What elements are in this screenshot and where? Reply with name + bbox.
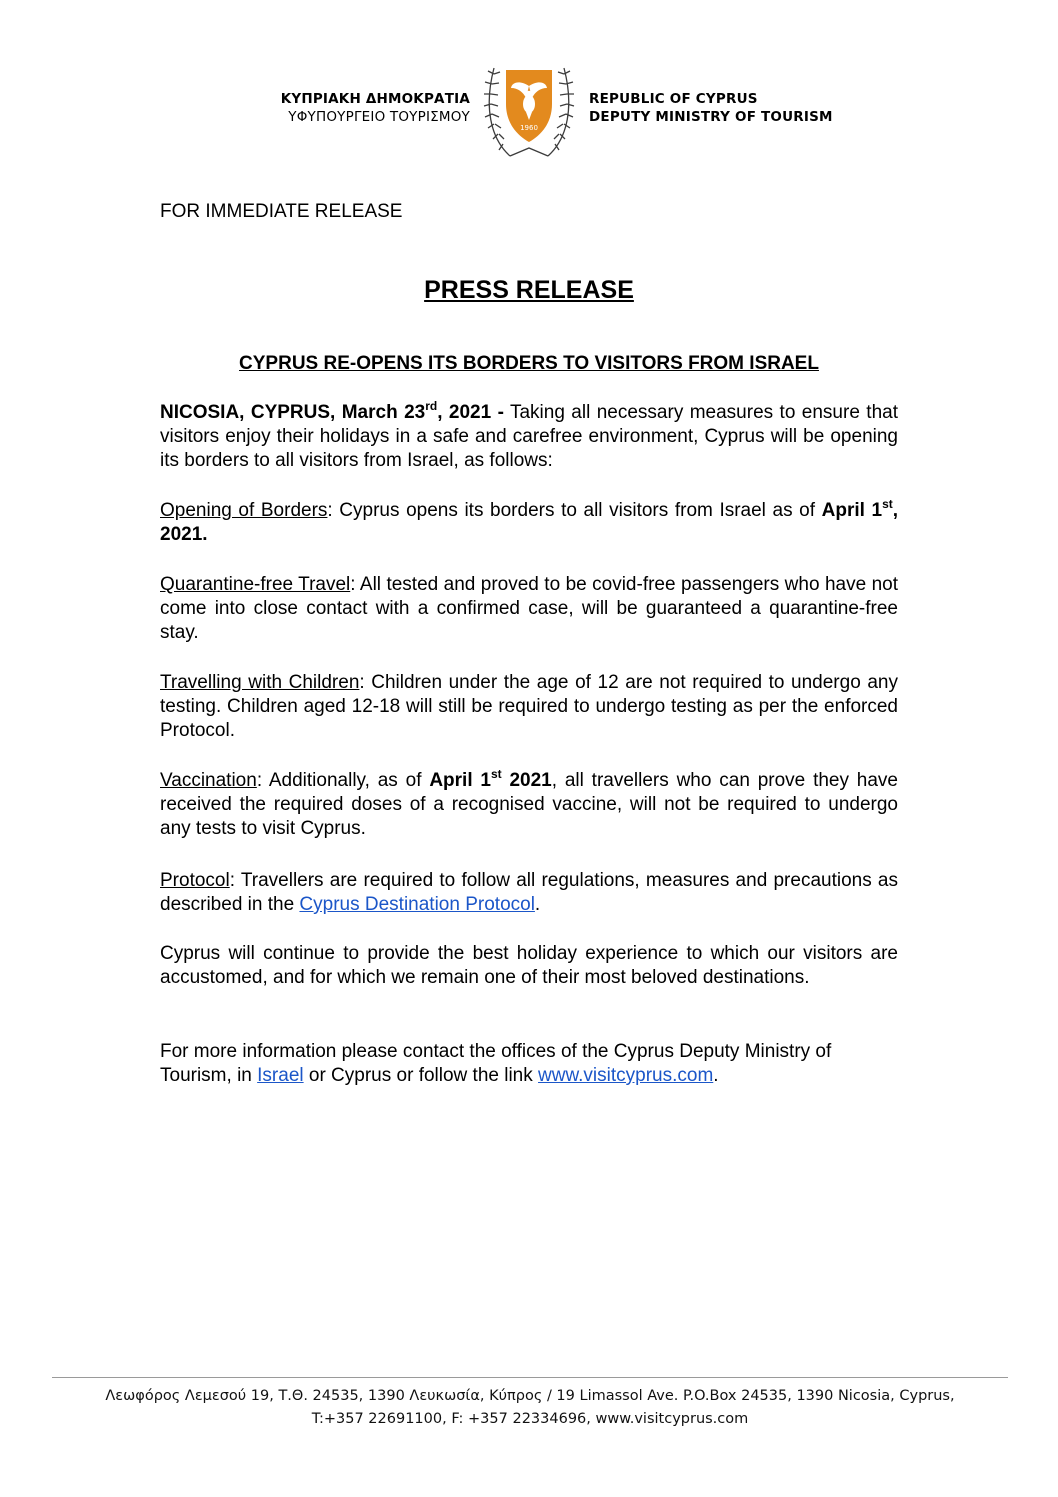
- quarantine-label: Quarantine-free Travel: [160, 574, 351, 595]
- vaccination-paragraph: Vaccination: Additionally, as of April 1st 2021, all travellers who can prove they have received the required doses of a recognised vaccine, will not be required to undergo any tests to visit Cyprus.: [160, 766, 898, 839]
- israel-office-link[interactable]: Israel: [257, 1065, 304, 1086]
- destination-protocol-link[interactable]: Cyprus Destination Protocol: [299, 894, 535, 915]
- protocol-text: : Travellers are required to follow all regulations, measures and precautions as described in the: [160, 870, 898, 915]
- letterhead-english: [589, 90, 833, 126]
- letterhead-greek-line1: ΚΥΠΡΙΑΚΗ ΔΗΜΟΚΡΑΤΙΑ: [280, 91, 470, 107]
- release-tag: FOR IMMEDIATE RELEASE: [160, 201, 403, 222]
- borders-date: April 1st, 2021.: [160, 496, 899, 545]
- press-title: PRESS RELEASE: [424, 276, 634, 304]
- footer-line2: T:+357 22691100, F: +357 22334696, www.visitcyprus.com: [311, 1411, 749, 1427]
- headline: CYPRUS RE-OPENS ITS BORDERS TO VISITORS FROM ISRAEL: [239, 353, 819, 374]
- coat-of-arms-emblem: [480, 62, 578, 162]
- vaccination-label: Vaccination: [160, 770, 257, 791]
- footer-address: [52, 1385, 1008, 1431]
- quarantine-text: : All tested and proved to be covid-free passengers who have not come into close contact with a confirmed case, will be guaranteed a quarantine-free stay.: [160, 574, 898, 643]
- contact-paragraph: For more information please contact the offices of the Cyprus Deputy Ministry of Tourism, in Israel or Cyprus or follow the link www.visitcyprus.com.: [160, 1041, 832, 1086]
- vaccination-date: April 1st 2021: [429, 766, 552, 791]
- vaccination-text: , all travellers who can prove they have received the required doses of a recognised vaccine, will not be required to undergo any tests to visit Cyprus.: [160, 770, 898, 839]
- children-paragraph: [160, 671, 898, 743]
- intro-paragraph: [160, 398, 898, 473]
- visitcyprus-link[interactable]: www.visitcyprus.com: [538, 1065, 714, 1086]
- letterhead-greek: [281, 90, 470, 126]
- quarantine-paragraph: [160, 573, 898, 645]
- emblem-year: 1960: [520, 124, 538, 132]
- letterhead: [0, 62, 1058, 162]
- footer-line1: Λεωφόρος Λεμεσού 19, Τ.Θ. 24535, 1390 Λευκωσία, Κύπρος / 19 Limassol Ave. P.O.Box 24535, 1390 Nicosia, Cyprus,: [105, 1388, 955, 1404]
- borders-paragraph: [160, 496, 899, 547]
- letterhead-greek-line2: ΥΦΥΠΟΥΡΓΕΙΟ ΤΟΥΡΙΣΜΟΥ: [288, 109, 470, 125]
- dateline: NICOSIA, CYPRUS, March 23rd, 2021 -: [160, 398, 504, 423]
- borders-label: Opening of Borders: [160, 500, 328, 521]
- children-text: : Children under the age of 12 are not required to undergo any testing. Children aged 12-18 will still be required to undergo testing as per the enforced Protocol.: [160, 672, 898, 741]
- borders-text: : Cyprus opens its borders to all visitors from Israel as of: [327, 500, 822, 521]
- letterhead-english-line2: DEPUTY MINISTRY OF TOURISM: [589, 109, 833, 125]
- closing-paragraph: Cyprus will continue to provide the best holiday experience to which our visitors are accustomed, and for which we remain one of their most beloved destinations.: [160, 943, 898, 988]
- protocol-label: Protocol: [160, 870, 230, 891]
- children-label: Travelling with Children: [160, 672, 360, 693]
- protocol-paragraph: Protocol: Travellers are required to follow all regulations, measures and precautions as described in the Cyprus Destination Protocol.: [160, 870, 898, 915]
- footer-divider: [52, 1377, 1008, 1378]
- intro-text: Taking all necessary measures to ensure that visitors enjoy their holidays in a safe and carefree environment, Cyprus will be opening its borders to all visitors from Israel, as follows:: [160, 402, 898, 471]
- letterhead-english-line1: REPUBLIC OF CYPRUS: [589, 91, 758, 107]
